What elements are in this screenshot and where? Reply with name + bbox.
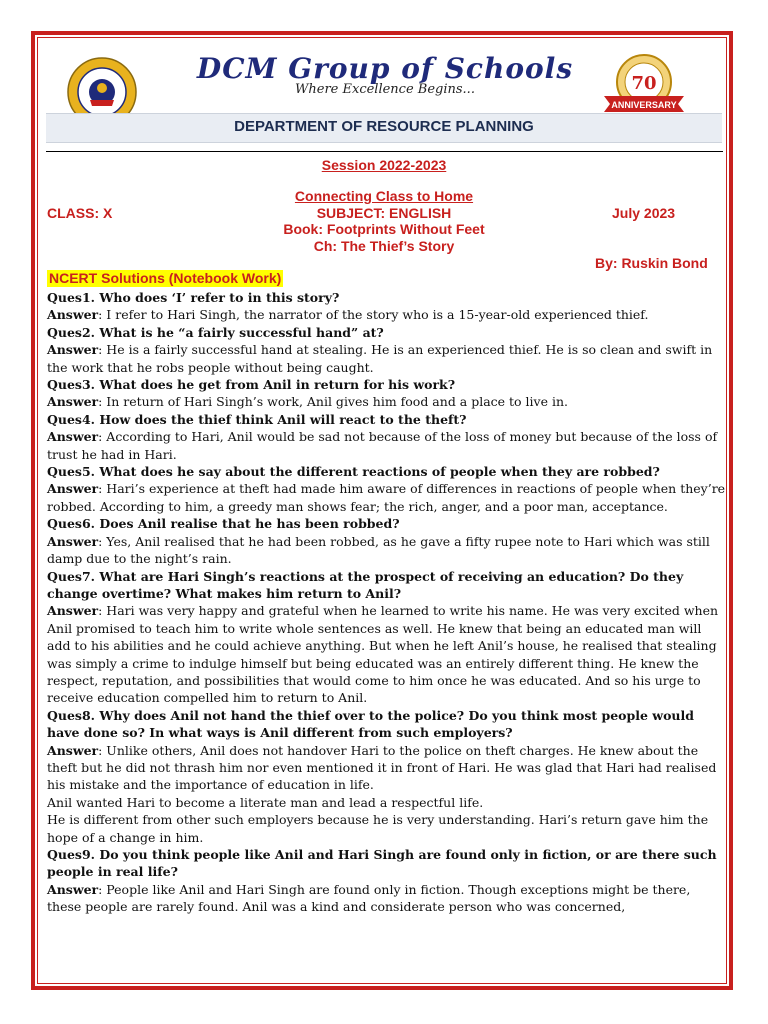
question-6: Ques6. Does Anil realise that he has been robbed? <box>47 516 400 532</box>
date-label: July 2023 <box>612 205 676 221</box>
answer-5: Answer: Hari’s experience at theft had made him aware of differences in reactions of people when they’re robbed. According to him, a greedy man shows fear; the rich, anger, and a poor man, acceptance. <box>47 481 726 514</box>
subject-label: SUBJECT: ENGLISH <box>316 205 452 221</box>
answer-label: Answer <box>47 481 99 497</box>
answer-label: Answer <box>47 342 99 358</box>
session-title: Session 2022-2023 <box>321 157 447 173</box>
question-8: Ques8. Why does Anil not hand the thief over to the police? Do you think most people would have done so? In what ways is Anil different from such employers? <box>47 707 694 741</box>
answer-7: Answer: Hari was very happy and grateful when he learned to write his name. He was very excited when Anil promised to teach him to write whole sentences as well. He knew that being an educated man will add to his abilities and he could achieve anything. But when he left Anil’s house, he realised that stealing was simply a crime to indulge himself but being educated was an entirely different thing. He knew the respect, reputation, and possibilities that would come to him once he was educated. And so his urge to receive education compelled him to return to Anil. <box>47 603 719 706</box>
answer-2: Answer: He is a fairly successful hand at stealing. He is an experienced thief. He is so clean and swift in the work that he robs people without being caught. <box>47 342 713 375</box>
class-label: CLASS: X <box>47 205 113 221</box>
section-title: NCERT Solutions (Notebook Work) <box>49 270 282 286</box>
school-name: DCM Group of Schools <box>196 52 574 85</box>
connecting-title: Connecting Class to Home <box>294 188 474 204</box>
answer-label: Answer <box>47 429 99 445</box>
answer-9: Answer: People like Anil and Hari Singh are found only in fiction. Though exceptions might be there, these people are rarely found. Anil was a kind and considerate person who was concerned, <box>47 881 691 915</box>
question-4: Ques4. How does the thief think Anil will react to the theft? <box>47 411 467 427</box>
question-9: Ques9. Do you think people like Anil and Hari Singh are found only in fiction, or are there such people in real life? <box>47 847 717 880</box>
header-divider <box>46 151 723 152</box>
question-1: Ques1. Who does ‘I’ refer to in this story? <box>47 290 340 305</box>
question-7: Ques7. What are Hari Singh’s reactions at the prospect of receiving an education? Do they change overtime? What makes him return to Anil? <box>47 568 684 601</box>
answer-label: Answer <box>47 533 99 549</box>
chapter-label: Ch: The Thief’s Story <box>313 238 455 254</box>
question-2: Ques2. What is he “a fairly successful hand” at? <box>47 324 384 340</box>
svg-text:70: 70 <box>631 73 657 94</box>
answer-label: Answer <box>47 881 99 897</box>
book-label: Book: Footprints Without Feet <box>283 221 485 237</box>
answer-8-para-3: He is different from other such employers because he is very understanding. Hari’s return gave him the hope of a change in him. <box>47 812 709 845</box>
answer-label: Answer <box>47 307 99 323</box>
answer-1: Answer: I refer to Hari Singh, the narrator of the story who is a 15-year-old experienced thief. <box>47 307 649 323</box>
question-5: Ques5. What does he say about the different reactions of people when they are robbed? <box>47 464 660 480</box>
answer-8-para-2: Anil wanted Hari to become a literate man and lead a respectful life. <box>47 794 484 810</box>
school-tagline: Where Excellence Begins... <box>295 82 475 97</box>
svg-text:ANNIVERSARY: ANNIVERSARY <box>611 100 677 110</box>
qa-list <box>47 289 727 916</box>
answer-3: Answer: In return of Hari Singh’s work, Anil gives him food and a place to live in. <box>47 394 569 410</box>
answer-label: Answer <box>47 603 99 619</box>
answer-label: Answer <box>47 394 99 410</box>
answer-4: Answer: According to Hari, Anil would be sad not because of the loss of money but because of the loss of trust he had in Hari. <box>47 429 718 462</box>
answer-8: Answer: Unlike others, Anil does not handover Hari to the police on theft charges. He knew about the theft but he did not thrash him nor even mentioned it in front of Hari. He was glad that Hari had realised his mistake and the importance of education in life. <box>47 742 717 793</box>
answer-6: Answer: Yes, Anil realised that he had been robbed, as he gave a fifty rupee note to Hari which was still damp due to the night’s rain. <box>47 533 710 567</box>
question-3: Ques3. What does he get from Anil in return for his work? <box>47 377 456 393</box>
author-label: By: Ruskin Bond <box>595 255 708 271</box>
answer-label: Answer <box>47 742 99 758</box>
department-title: DEPARTMENT OF RESOURCE PLANNING <box>234 118 534 135</box>
